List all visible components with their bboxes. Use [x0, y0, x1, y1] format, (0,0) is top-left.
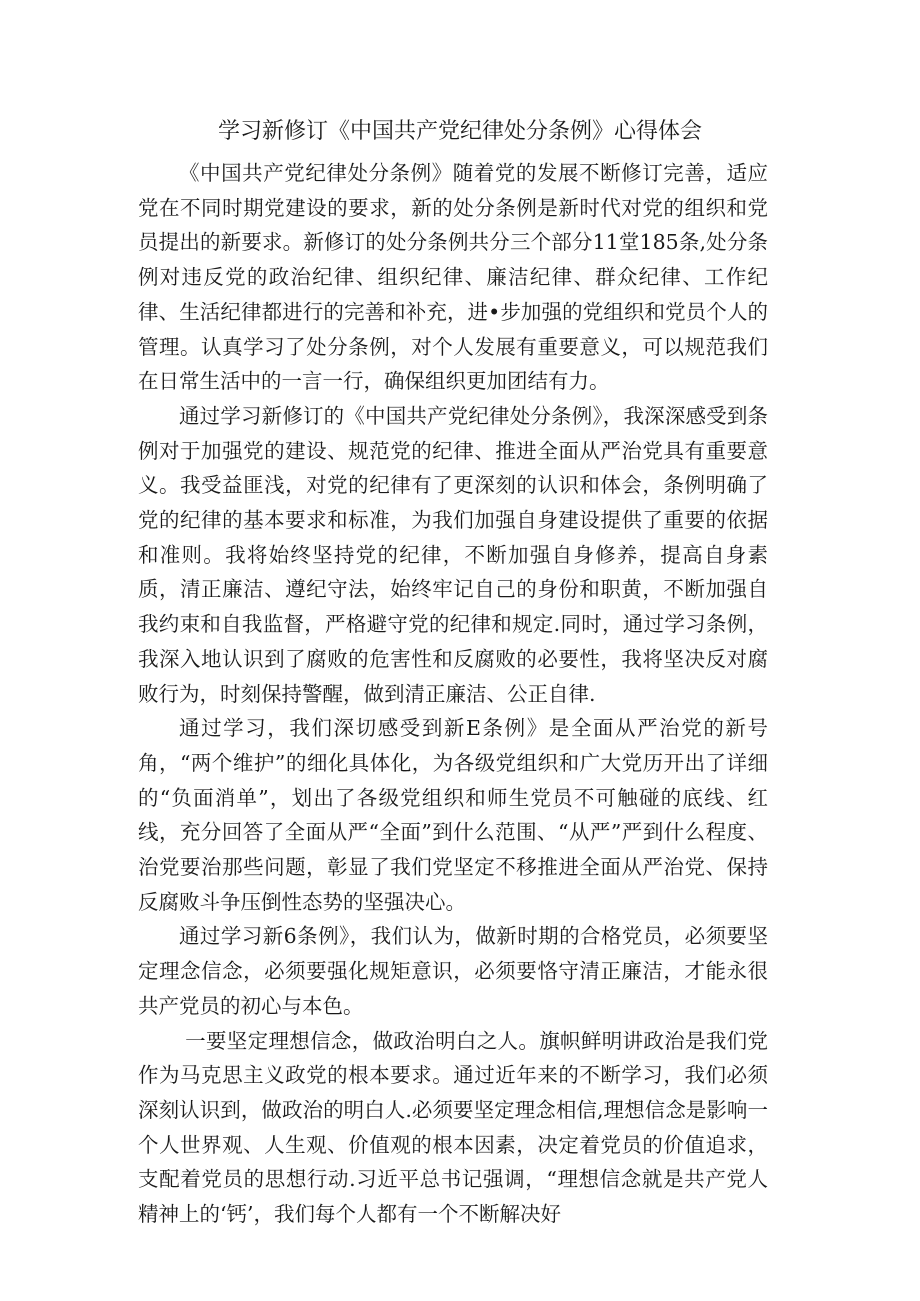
paragraph-2: 通过学习新修订的《中国共产党纪律处分条例》，我深深感受到条例对于加强党的建设、规范党的纪律、推进全面从严治党具有重要意义。我受益匪浅，对党的纪律有了更深刻的认识和体会，条例明确了党的纪律的基本要求和标准，为我们加强自身建设提供了重要的依据和准则。我将始终坚持党的纪律，不断加强自身修养，提高自身素质，清正廉洁、遵纪守法，始终牢记自己的身份和职黄，不断加强自我约束和自我监督，严格避守党的纪律和规定.同时，通过学习条例，我深入地认识到了腐败的危害性和反腐败的必要性，我将坚决反对腐败行为，时刻保持警醒，做到清正廉洁、公正自律. — [138, 403, 768, 706]
paragraph-1: 《中国共产党纪律处分条例》随着党的发展不断修订完善，适应党在不同时期党建设的要求，新的处分条例是新时代对党的组织和党员提出的新要求。新修订的处分条例共分三个部分11堂185条,处分条例对违反党的政治纪律、组织纪律、廉洁纪律、群众纪律、工作纪律、生活纪律都进行的完善和补充，进•步加强的党组织和党员个人的管理。认真学习了处分条例，对个人发展有重要意义，可以规范我们在日常生活中的一言一行，确保组织更加团结有力。 — [138, 161, 768, 394]
document-body — [138, 156, 768, 1232]
paragraph-3: 通过学习，我们深切感受到新E条例》是全面从严治党的新号角，“两个维护”的细化具体化，为各级党组织和广大党历开出了详细的“负面消单”，划出了各级党组织和师生党员不可触碰的底线、红线，充分回答了全面从严“全面”到什么范围、“从严”严到什么程度、治党要治那些问题，彰显了我们党坚定不移推进全面从严治党、保持反腐败斗争压倒性态势的坚强决心。 — [138, 716, 768, 914]
paragraph-4: 通过学习新6条例》，我们认为，做新时期的合格党员，必须要坚定理念信念，必须要强化规矩意识，必须要恪守清正廉洁，才能永很共产党员的初心与本色。 — [138, 924, 768, 1018]
paragraph-5: 一要坚定理想信念，做政治明白之人。旗帜鲜明讲政治是我们党作为马克思主义政党的根本要求。通过近年来的不断学习，我们必须深刻认识到，做政治的明白人.必须要坚定理念相信,理想信念是影响一个人世界观、人生观、价值观的根本因素，决定着党员的价值追求，支配着党员的思想行动.习近平总书记强调，“理想信念就是共产党人精神上的‘钙’，我们每个人都有一个不断解决好 — [138, 1028, 768, 1227]
document-title: 学习新修订《中国共产党纪律处分条例》心得体会 — [217, 119, 702, 144]
